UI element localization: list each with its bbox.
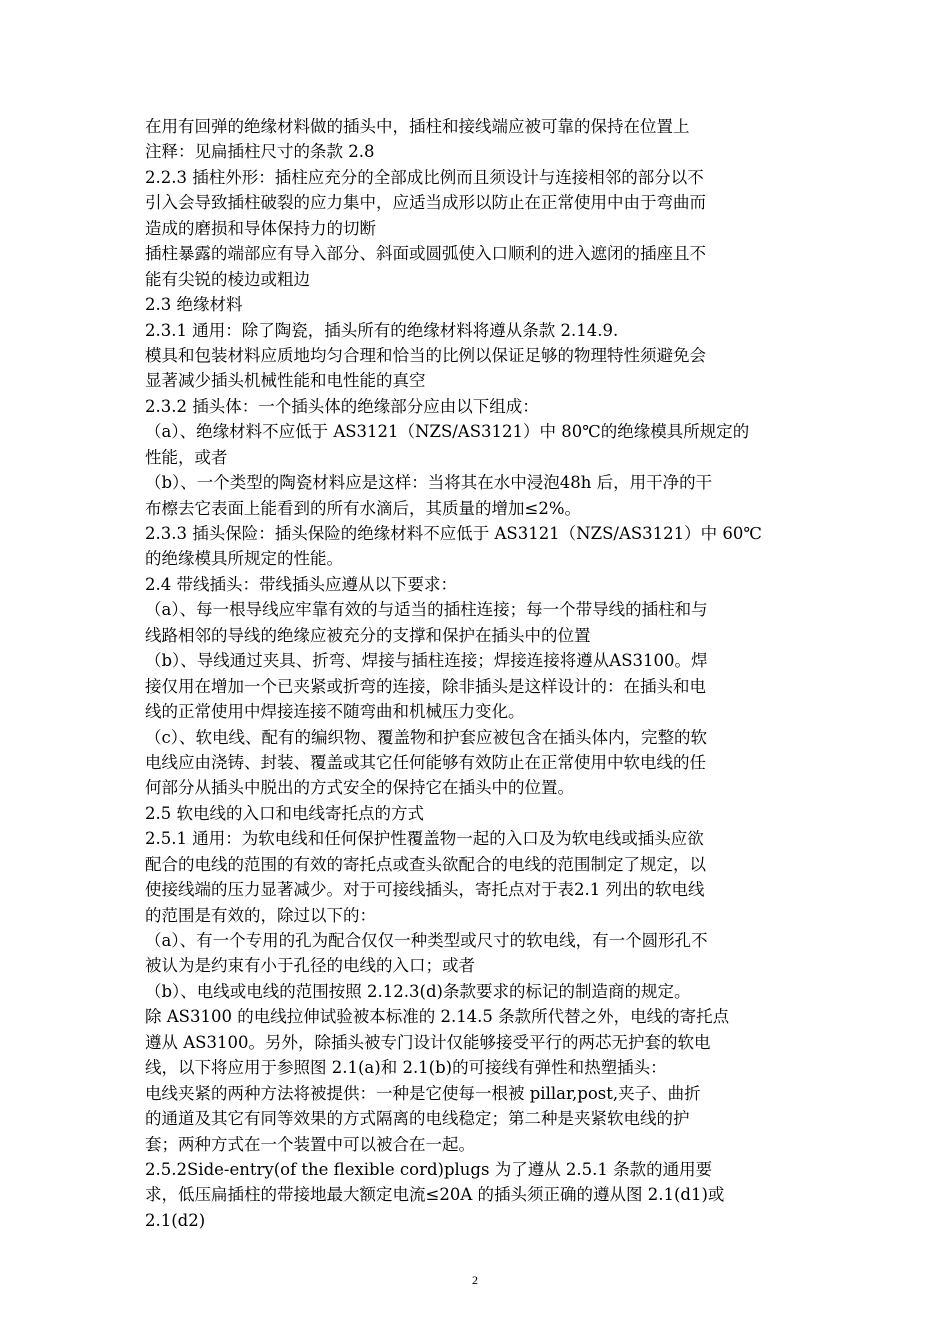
text-line: （b）、电线或电线的范围按照 2.12.3(d)条款要求的标记的制造商的规定。 (145, 981, 691, 1001)
text-line: 线，以下将应用于参照图 2.1(a)和 2.1(b)的可接线有弹性和热塑插头： (145, 1058, 667, 1078)
text-line: 套；两种方式在一个装置中可以被合在一起。 (145, 1134, 475, 1154)
text-line: 2.3.3 插头保险：插头保险的绝缘材料不应低于 AS3121（NZS/AS3121）中 60℃ (145, 524, 762, 543)
text-line: 性能，或者 (145, 447, 228, 467)
text-line: 求，低压扁插柱的带接地最大额定电流≤20A 的插头须正确的遵从图 2.1(d1)或 (145, 1185, 725, 1205)
text-line: 2.3.2 插头体：一个插头体的绝缘部分应由以下组成： (145, 396, 539, 416)
text-line: 的通道及其它有同等效果的方式隔离的电线稳定；第二种是夹紧软电线的护 (145, 1109, 690, 1129)
text-line: 何部分从插头中脱出的方式安全的保持它在插头中的位置。 (145, 778, 574, 798)
text-line: 2.3 绝缘材料 (145, 295, 243, 315)
text-line: 2.5.1 通用：为软电线和任何保护性覆盖物一起的入口及为软电线或插头应欲 (145, 829, 704, 849)
text-line: （c）、软电线、配有的编织物、覆盖物和护套应被包含在插头体内，完整的软 (145, 727, 707, 747)
text-line: 造成的磨损和导体保持力的切断 (145, 218, 376, 238)
text-line: 除 AS3100 的电线拉伸试验被本标准的 2.14.5 条款所代替之外，电线的寄托点 (145, 1007, 730, 1027)
text-line: 使接线端的压力显著减少。对于可接线插头，寄托点对于表2.1 列出的软电线 (145, 880, 705, 900)
text-line: 插柱暴露的端部应有导入部分、斜面或圆弧使入口顺利的进入遮闭的插座且不 (145, 244, 706, 264)
text-line: 2.5.2Side-entry(of the flexible cord)plugs 为了遵从 2.5.1 条款的通用要 (145, 1159, 713, 1179)
text-line: 引入会导致插柱破裂的应力集中，应适当成形以防止在正常使用中由于弯曲而 (145, 193, 706, 213)
text-line: 能有尖锐的棱边或粗边 (145, 269, 310, 289)
text-line: 2.5 软电线的入口和电线寄托点的方式 (145, 803, 424, 823)
text-line: 接仅用在增加一个已夹紧或折弯的连接，除非插头是这样设计的：在插头和电 (145, 676, 706, 696)
text-line: 2.4 带线插头：带线插头应遵从以下要求： (145, 574, 457, 594)
text-line: 电线夹紧的两种方法将被提供：一种是它使每一根被 pillar,post,夹子、曲折 (145, 1083, 701, 1103)
document-body (145, 114, 815, 1233)
text-line: （b）、导线通过夹具、折弯、焊接与插柱连接；焊接连接将遵从AS3100。焊 (145, 651, 708, 671)
text-line: 显著减少插头机械性能和电性能的真空 (145, 371, 426, 391)
text-line: 的范围是有效的，除过以下的： (145, 905, 376, 925)
text-line: 2.1(d2) (145, 1210, 206, 1230)
text-line: 2.3.1 通用：除了陶瓷，插头所有的绝缘材料将遵从条款 2.14.9. (145, 320, 619, 340)
text-line: 在用有回弹的绝缘材料做的插头中，插柱和接线端应被可靠的保持在位置上 (145, 117, 690, 136)
page-number: 2 (472, 1273, 478, 1287)
text-line: （b）、一个类型的陶瓷材料应是这样：当将其在水中浸泡48h 后，用干净的干 (145, 473, 713, 493)
text-line: 布檫去它表面上能看到的所有水滴后，其质量的增加≤2%。 (145, 498, 582, 518)
text-line: 的绝缘模具所规定的性能。 (145, 549, 343, 569)
text-line: 配合的电线的范围的有效的寄托点或查头欲配合的电线的范围制定了规定，以 (145, 854, 706, 874)
text-line: 遵从 AS3100。另外，除插头被专门设计仅能够接受平行的两芯无护套的软电 (145, 1032, 711, 1052)
text-line: 电线应由浇铸、封装、覆盖或其它任何能够有效防止在正常使用中软电线的任 (145, 752, 706, 772)
text-line: （a）、有一个专用的孔为配合仅仅一种类型或尺寸的软电线，有一个圆形孔不 (145, 931, 708, 950)
text-line: 模具和包装材料应质地均匀合理和恰当的比例以保证足够的物理特性须避免会 (145, 345, 706, 365)
text-line: （a）、每一根导线应牢靠有效的与适当的插柱连接；每一个带导线的插柱和与 (145, 600, 708, 620)
text-line: 2.2.3 插柱外形：插柱应充分的全部成比例而且须设计与连接相邻的部分以不 (145, 167, 704, 187)
text-line: 被认为是约束有小于孔径的电线的入口；或者 (145, 956, 475, 976)
text-line: 注释：见扁插柱尺寸的条款 2.8 (145, 142, 375, 162)
text-line: （a）、绝缘材料不应低于 AS3121（NZS/AS3121）中 80℃的绝缘模具所规定的 (145, 422, 750, 442)
text-line: 线的正常使用中焊接连接不随弯曲和机械压力变化。 (145, 702, 525, 722)
text-line: 线路相邻的导线的绝缘应被充分的支撑和保护在插头中的位置 (145, 625, 591, 645)
